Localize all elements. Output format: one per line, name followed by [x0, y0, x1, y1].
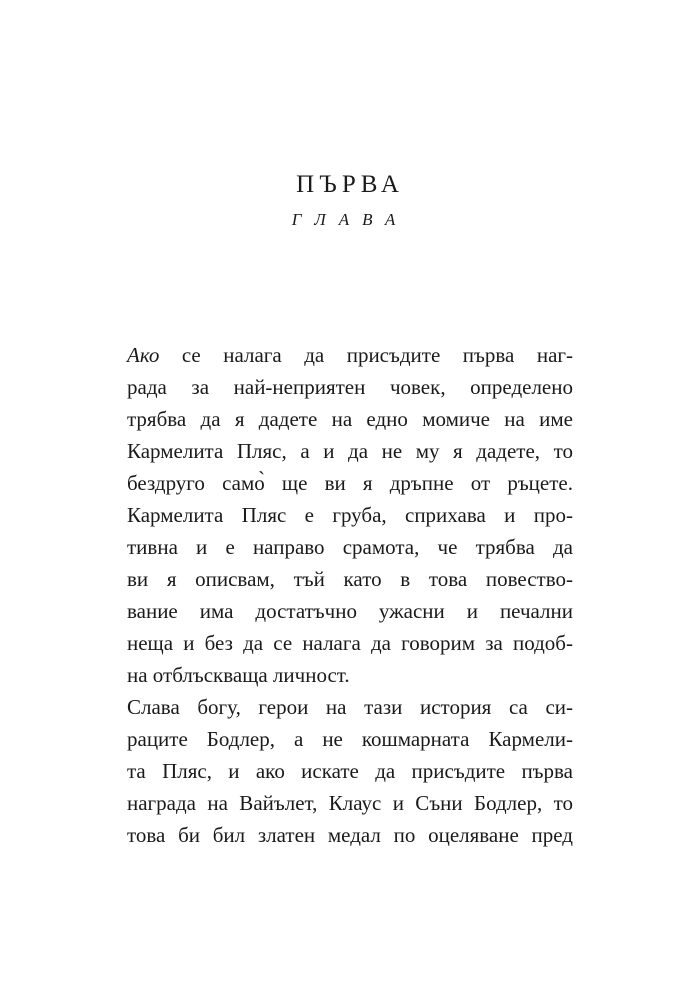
text-span: се налага да присъдите първа наг- [159, 343, 573, 367]
text-line: раците Бодлер, а не кошмарната Кармели- [127, 727, 573, 751]
text-line: Кармелита Пляс, а и да не му я дадете, то [127, 439, 573, 463]
chapter-body [127, 339, 573, 851]
emphasis: Ако [127, 343, 160, 367]
text-line: това би бил златен медал по оцеляване пред [127, 823, 573, 847]
text-line: вание има достатъчно ужасни и печални [127, 599, 573, 623]
paragraph-2 [127, 691, 573, 851]
text-line: трябва да я дадете на едно момиче на име [127, 407, 573, 431]
text-line: награда на Вайълет, Клаус и Съни Бодлер, то [127, 791, 573, 815]
chapter-word: ГЛАВА [291, 210, 409, 229]
text-line: Слава богу, герои на тази история са си- [127, 695, 573, 719]
text-line: на отблъскваща личност. [127, 663, 350, 687]
paragraph-1 [127, 339, 573, 691]
text-line: рада за най-неприятен човек, определено [127, 375, 573, 399]
text-line: бездруго само̀ ще ви я дръпне от ръцете. [127, 471, 573, 495]
text-line: ви я описвам, тъй като в това повество- [127, 567, 573, 591]
chapter-number: ПЪРВА [296, 171, 404, 198]
text-line [127, 339, 573, 371]
text-line: неща и без да се налага да говорим за подоб- [127, 631, 573, 655]
text-line: Кармелита Пляс е груба, сприхава и про- [127, 503, 573, 527]
text-line: та Пляс, и ако искате да присъдите първа [127, 759, 573, 783]
text-line: тивна и е направо срамота, че трябва да [127, 535, 573, 559]
